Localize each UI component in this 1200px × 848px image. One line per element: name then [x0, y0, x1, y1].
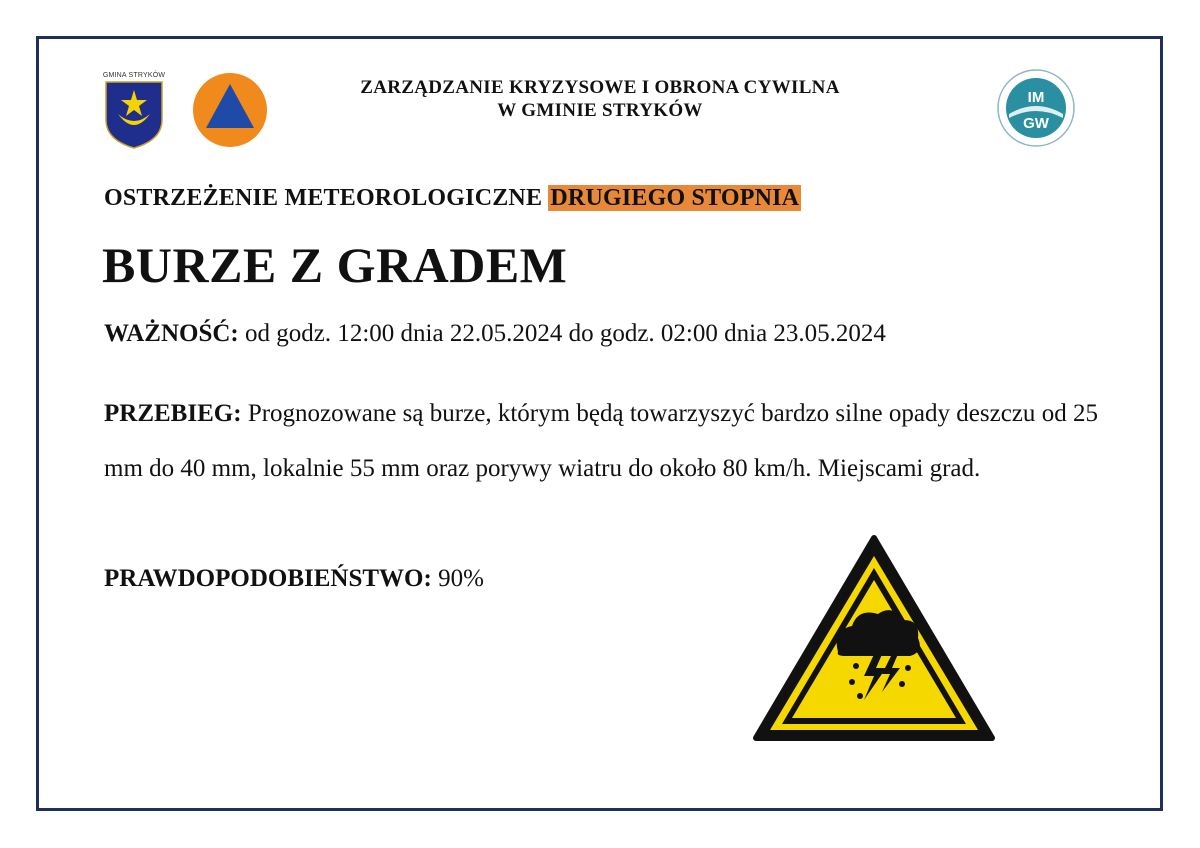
header-line-1: ZARZĄDZANIE KRYZYSOWE I OBRONA CYWILNA	[360, 77, 840, 98]
validity-label: WAŻNOŚĆ:	[104, 320, 239, 347]
imgw-logo-icon	[993, 68, 1079, 148]
warning-title: BURZE Z GRADEM	[102, 237, 568, 293]
course-text: Prognozowane są burze, którym będą towarzyszyć bardzo silne opady deszczu od 25 mm do 40 mm, lokalnie 55 mm oraz porywy wiatru do około 80 km/h. Miejscami grad.	[104, 400, 1098, 482]
gmina-stryków-coat-of-arms-icon	[100, 70, 168, 150]
warning-degree	[104, 185, 801, 212]
validity-line	[104, 320, 886, 348]
civil-defence-triangle-icon	[192, 72, 268, 148]
probability-value: 90%	[431, 565, 484, 592]
organisation-header	[290, 76, 910, 122]
thunderstorm-hail-warning-sign-icon	[752, 534, 996, 744]
svg-text:GW: GW	[1023, 115, 1049, 132]
crest-label: GMINA STRYKÓW	[102, 72, 166, 79]
course-label: PRZEBIEG:	[104, 400, 242, 427]
course-paragraph	[104, 386, 1098, 496]
warning-prefix: OSTRZEŻENIE METEOROLOGICZNE	[104, 185, 549, 211]
probability-label: PRAWDOPODOBIEŃSTWO:	[104, 565, 432, 592]
header-line-2: W GMINIE STRYKÓW	[497, 100, 703, 121]
warning-level-highlight: DRUGIEGO STOPNIA	[550, 185, 800, 211]
validity-text: od godz. 12:00 dnia 22.05.2024 do godz. 02:00 dnia 23.05.2024	[238, 320, 886, 347]
svg-text:IM: IM	[1027, 89, 1045, 106]
probability-line	[104, 565, 484, 593]
